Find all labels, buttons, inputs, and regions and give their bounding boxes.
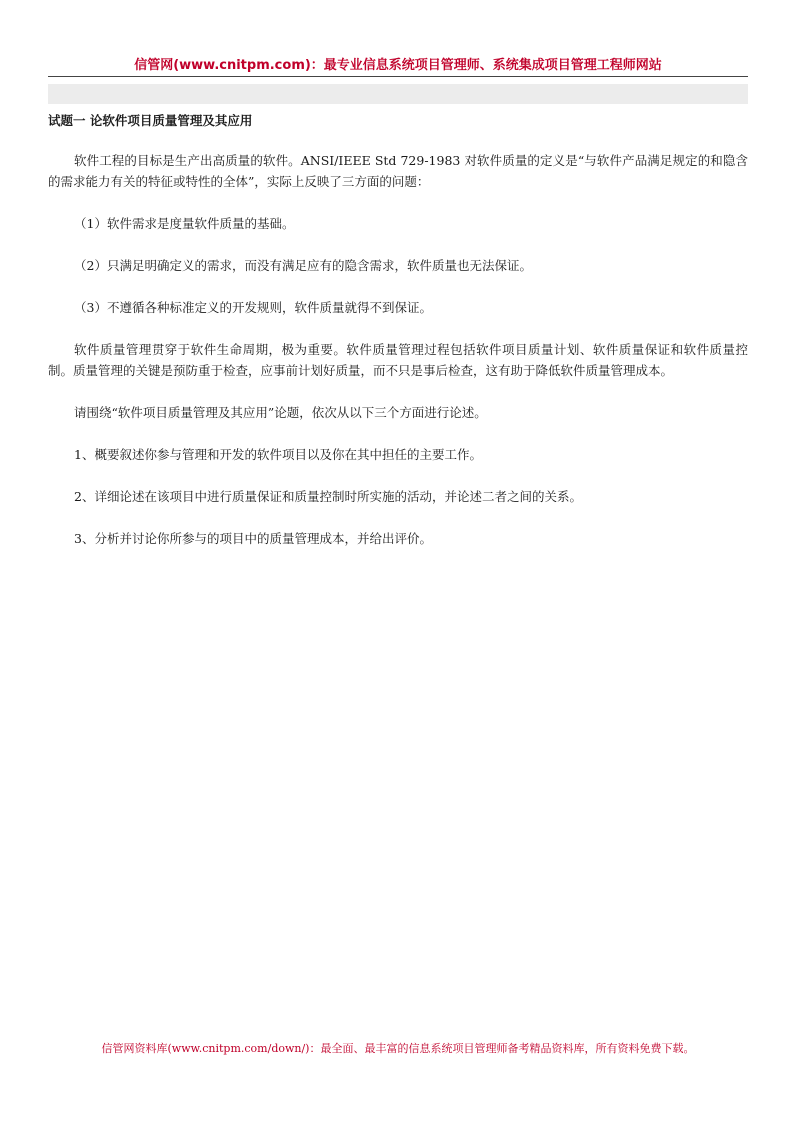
task-item: 3、分析并讨论你所参与的项目中的质量管理成本，并给出评价。 — [74, 531, 432, 546]
task-item: 2、详细论述在该项目中进行质量保证和质量控制时所实施的活动，并论述二者之间的关系。 — [74, 489, 582, 504]
task-item: 1、概要叙述你参与管理和开发的软件项目以及你在其中担任的主要工作。 — [74, 447, 482, 462]
point-item: （2）只满足明确定义的需求，而没有满足应有的隐含需求，软件质量也无法保证。 — [74, 258, 532, 273]
document-body — [48, 110, 748, 570]
essay-title: 试题一 论软件项目质量管理及其应用 — [48, 113, 253, 128]
intro-paragraph: 软件工程的目标是生产出高质量的软件。ANSI/IEEE Std 729-1983 对软件质量的定义是“与软件产品满足规定的和隐含的需求能力有关的特征或特性的全体”，实际上反映了三方面的问题： — [48, 153, 748, 189]
point-item: （1）软件需求是度量软件质量的基础。 — [74, 216, 295, 231]
shaded-band — [48, 84, 748, 104]
quality-management-paragraph: 软件质量管理贯穿于软件生命周期，极为重要。软件质量管理过程包括软件项目质量计划、软件质量保证和软件质量控制。质量管理的关键是预防重于检查，应事前计划好质量，而不只是事后检查，这有助于降低软件质量管理成本。 — [48, 342, 748, 378]
page-header: 信管网(www.cnitpm.com)：最专业信息系统项目管理师、系统集成项目管理工程师网站 — [134, 58, 662, 73]
point-item: （3）不遵循各种标准定义的开发规则，软件质量就得不到保证。 — [74, 300, 432, 315]
page-footer: 信管网资料库(www.cnitpm.com/down/)：最全面、最丰富的信息系统项目管理师备考精品资料库，所有资料免费下载。 — [101, 1042, 695, 1055]
header-divider — [48, 76, 748, 77]
prompt-paragraph: 请围绕“软件项目质量管理及其应用”论题，依次从以下三个方面进行论述。 — [74, 405, 487, 420]
